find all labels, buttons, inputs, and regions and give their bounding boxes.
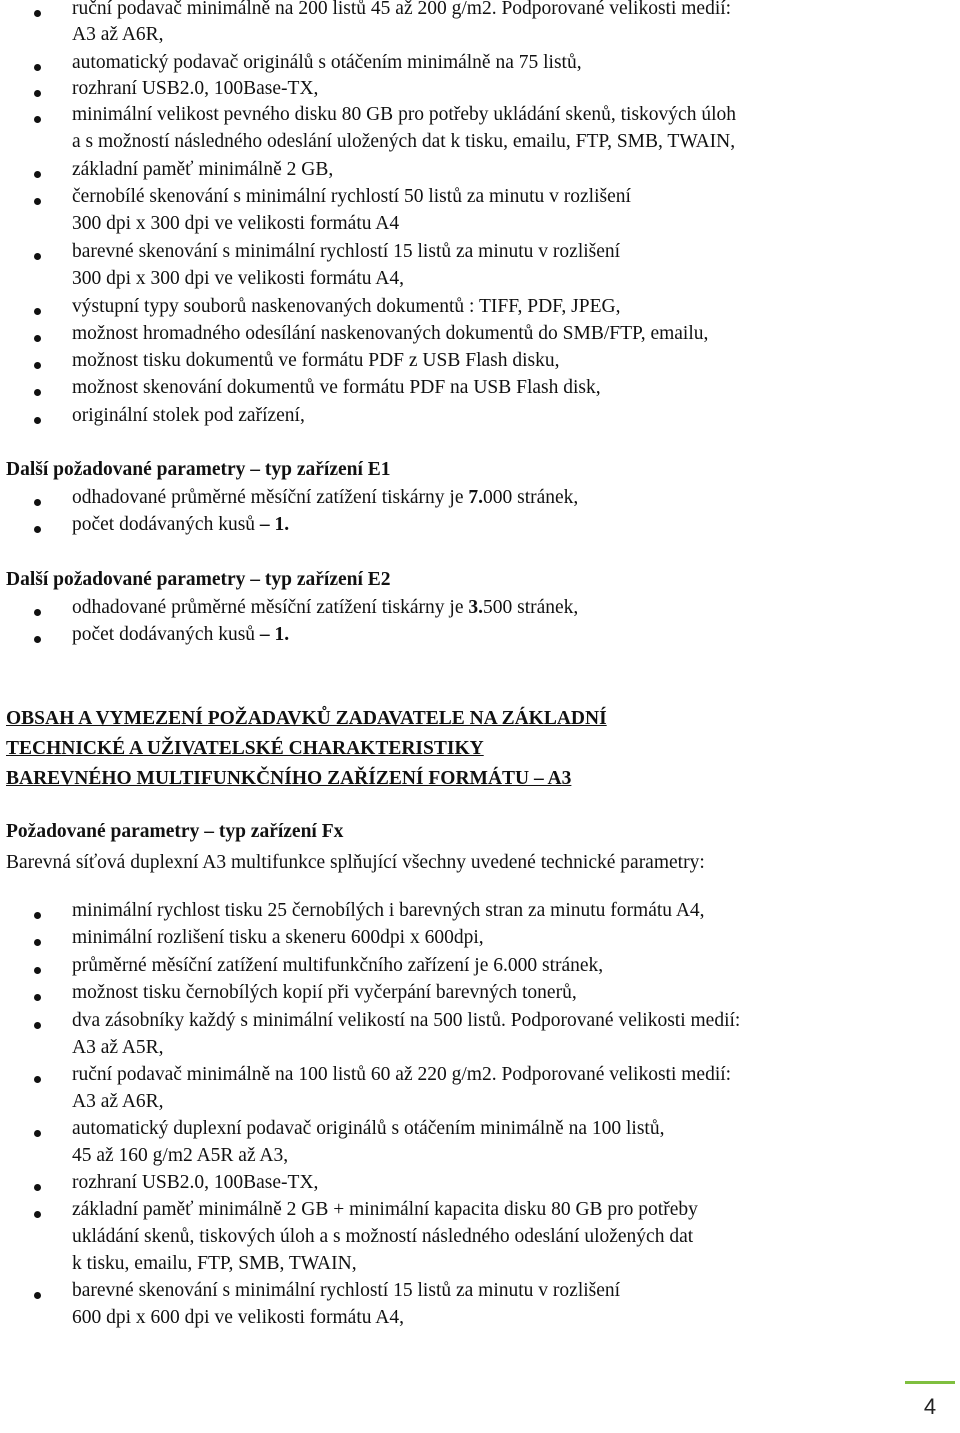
section-heading-fx: Požadované parametry – typ zařízení Fx bbox=[6, 821, 344, 842]
list-item-line bbox=[72, 485, 578, 511]
e2-count-bold: – 1. bbox=[259, 624, 290, 645]
list-item-line: 600 dpi x 600 dpi ve velikosti formátu A4, bbox=[72, 1307, 405, 1328]
bullet bbox=[34, 912, 41, 919]
list-item-line: minimální rozlišení tisku a skeneru 600dpi x 600dpi, bbox=[72, 927, 484, 948]
list-item-line bbox=[72, 595, 578, 621]
list-item-line: ukládání skenů, tiskových úloh a s možností následného odeslání uložených dat bbox=[72, 1226, 694, 1247]
list-item-line bbox=[72, 622, 289, 648]
list-item-line: černobílé skenování s minimální rychlostí 50 listů za minutu v rozlišení bbox=[72, 186, 631, 207]
e1-count-bold: – 1. bbox=[259, 514, 290, 535]
bullet bbox=[34, 939, 41, 946]
bullet bbox=[34, 499, 41, 506]
e2-load-text: odhadované průměrné měsíční zatížení tiskárny je bbox=[72, 597, 469, 618]
section-heading-e2: Další požadované parametry – typ zařízení E2 bbox=[6, 569, 391, 590]
list-item-line: 300 dpi x 300 dpi ve velikosti formátu A4 bbox=[72, 213, 400, 234]
list-item-line: základní paměť minimálně 2 GB + minimální kapacita disku 80 GB pro potřeby bbox=[72, 1199, 698, 1220]
section-heading-e1: Další požadované parametry – typ zařízení E1 bbox=[6, 459, 391, 480]
bullet bbox=[34, 64, 41, 71]
section-intro-fx: Barevná síťová duplexní A3 multifunkce splňující všechny uvedené technické parametry: bbox=[6, 852, 705, 873]
bullet bbox=[34, 116, 41, 123]
list-item-line: originální stolek pod zařízení, bbox=[72, 405, 305, 426]
bullet bbox=[34, 967, 41, 974]
bullet bbox=[34, 1076, 41, 1083]
list-item-line: barevné skenování s minimální rychlostí 15 listů za minutu v rozlišení bbox=[72, 1280, 621, 1301]
bullet bbox=[34, 362, 41, 369]
list-item-line: A3 až A6R, bbox=[72, 1091, 164, 1112]
e1-load-bold: 7. bbox=[468, 487, 483, 508]
list-item-line: rozhraní USB2.0, 100Base-TX, bbox=[72, 78, 319, 99]
list-item-line: možnost tisku dokumentů ve formátu PDF z USB Flash disku, bbox=[72, 350, 560, 371]
bullet bbox=[34, 10, 41, 17]
bullet bbox=[34, 526, 41, 533]
list-item-line: A3 až A6R, bbox=[72, 24, 164, 45]
list-item-line: rozhraní USB2.0, 100Base-TX, bbox=[72, 1172, 319, 1193]
list-item-line: základní paměť minimálně 2 GB, bbox=[72, 159, 334, 180]
bullet bbox=[34, 389, 41, 396]
bullet bbox=[34, 417, 41, 424]
bullet bbox=[34, 90, 41, 97]
bullet bbox=[34, 198, 41, 205]
bullet bbox=[34, 609, 41, 616]
e1-count-text: počet dodávaných kusů bbox=[72, 514, 260, 535]
list-item-line: minimální velikost pevného disku 80 GB pro potřeby ukládání skenů, tiskových úloh bbox=[72, 104, 737, 125]
page-number: 4 bbox=[905, 1381, 955, 1433]
bullet bbox=[34, 1184, 41, 1191]
bullet bbox=[34, 335, 41, 342]
list-item-line: možnost skenování dokumentů ve formátu PDF na USB Flash disk, bbox=[72, 377, 601, 398]
list-item-line: minimální rychlost tisku 25 černobílých i barevných stran za minutu formátu A4, bbox=[72, 900, 705, 921]
list-item-line: automatický podavač originálů s otáčením minimálně na 75 listů, bbox=[72, 52, 582, 73]
bullet bbox=[34, 1211, 41, 1218]
list-item-line: barevné skenování s minimální rychlostí 15 listů za minutu v rozlišení bbox=[72, 241, 621, 262]
main-title-line: TECHNICKÉ A UŽIVATELSKÉ CHARAKTERISTIKY bbox=[6, 738, 484, 759]
e1-load-text: odhadované průměrné měsíční zatížení tiskárny je bbox=[72, 487, 469, 508]
e2-load-bold: 3. bbox=[468, 597, 483, 618]
list-item-line: výstupní typy souborů naskenovaných dokumentů : TIFF, PDF, JPEG, bbox=[72, 296, 621, 317]
bullet bbox=[34, 171, 41, 178]
bullet bbox=[34, 253, 41, 260]
list-item-line: 300 dpi x 300 dpi ve velikosti formátu A4, bbox=[72, 268, 405, 289]
bullet bbox=[34, 636, 41, 643]
bullet bbox=[34, 1130, 41, 1137]
list-item-line: k tisku, emailu, FTP, SMB, TWAIN, bbox=[72, 1253, 357, 1274]
list-item-line: a s možností následného odeslání uložených dat k tisku, emailu, FTP, SMB, TWAIN, bbox=[72, 131, 736, 152]
list-item-line: průměrné měsíční zatížení multifunkčního zařízení je 6.000 stránek, bbox=[72, 955, 604, 976]
bullet bbox=[34, 308, 41, 315]
list-item-line: ruční podavač minimálně na 100 listů 60 až 220 g/m2. Podporované velikosti medií: bbox=[72, 1064, 732, 1085]
bullet bbox=[34, 994, 41, 1001]
e2-count-text: počet dodávaných kusů bbox=[72, 624, 260, 645]
bullet bbox=[34, 1022, 41, 1029]
e1-load-suffix: 000 stránek, bbox=[482, 487, 579, 508]
list-item-line: možnost hromadného odesílání naskenovaných dokumentů do SMB/FTP, emailu, bbox=[72, 323, 709, 344]
bullet bbox=[34, 1292, 41, 1299]
main-title-line: BAREVNÉHO MULTIFUNKČNÍHO ZAŘÍZENÍ FORMÁTU – A3 bbox=[6, 768, 572, 789]
list-item-line: ruční podavač minimálně na 200 listů 45 až 200 g/m2. Podporované velikosti medií: bbox=[72, 0, 732, 19]
e2-load-suffix: 500 stránek, bbox=[482, 597, 579, 618]
list-item-line: dva zásobníky každý s minimální velikostí na 500 listů. Podporované velikosti medií: bbox=[72, 1010, 741, 1031]
main-title-line: OBSAH A VYMEZENÍ POŽADAVKŮ ZADAVATELE NA ZÁKLADNÍ bbox=[6, 708, 607, 729]
list-item-line: možnost tisku černobílých kopií při vyčerpání barevných tonerů, bbox=[72, 982, 577, 1003]
list-item-line bbox=[72, 512, 289, 538]
list-item-line: 45 až 160 g/m2 A5R až A3, bbox=[72, 1145, 289, 1166]
list-item-line: A3 až A5R, bbox=[72, 1037, 164, 1058]
list-item-line: automatický duplexní podavač originálů s otáčením minimálně na 100 listů, bbox=[72, 1118, 665, 1139]
